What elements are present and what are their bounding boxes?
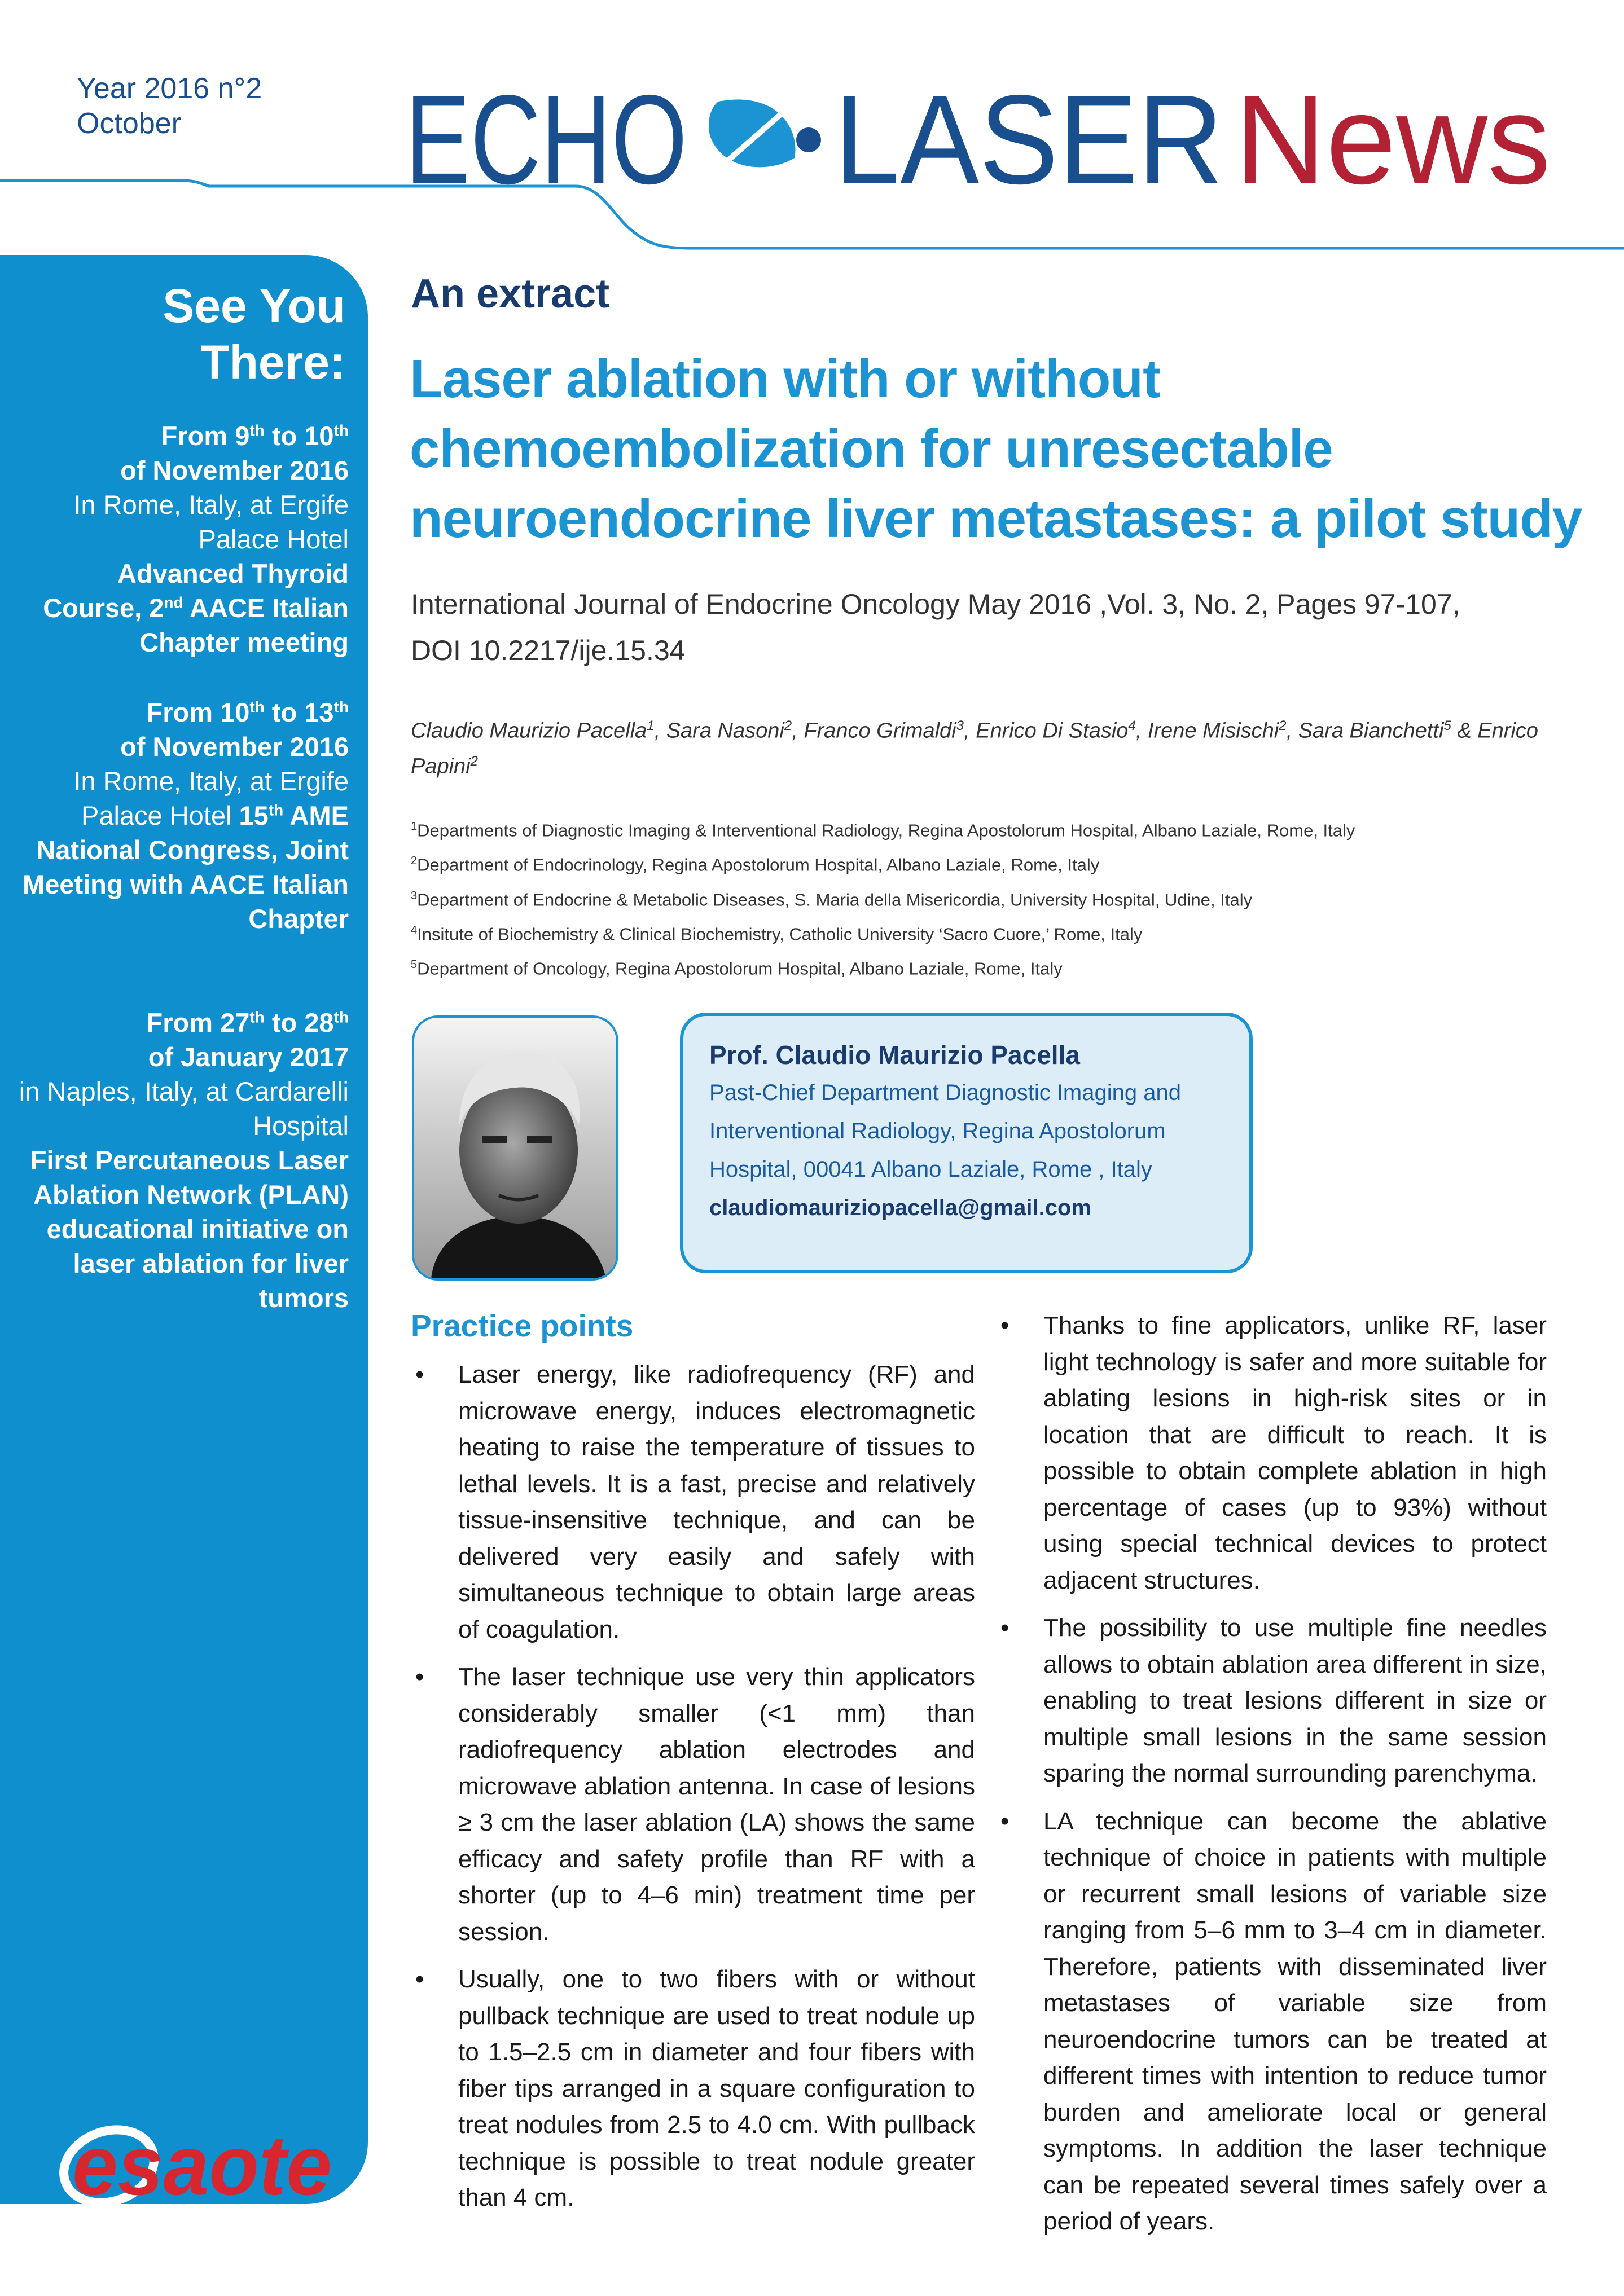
contact-name: Prof. Claudio Maurizio Pacella — [709, 1040, 1080, 1070]
logo-drop-icon — [709, 99, 821, 167]
author-name: Enrico Papini — [411, 719, 1538, 778]
contact-role-line: Interventional Radiology, Regina Apostolorum — [709, 1119, 1166, 1143]
affiliation: $^2$Department of Endocrinology, Regina Apostolorum Hospital, Albano Laziale, Rome, Italy — [411, 855, 1100, 875]
header-divider-curve — [0, 164, 1624, 265]
author-affiliation-ref: 5 — [1443, 718, 1451, 733]
author-name: Enrico Di Stasio — [976, 719, 1129, 743]
practice-point: • The laser technique use very thin applicators considerably smaller (<1 mm) than radiofrequency ablation electrodes and microwave ablation antenna. In case of lesions ≥ 3 cm the laser ablation (LA) shows the same efficacy and safety profile than RF with a shorter (up to 4–6 min) treatment time per session. — [411, 1659, 975, 1950]
affiliation: $^3$Department of Endocrine & Metabolic Diseases, S. Maria della Misericordia, University Hospital, Udine, Italy — [411, 889, 1253, 909]
citation-line: International Journal of Endocrine Oncology May 2016 ,Vol. 3, No. 2, Pages 97-107, — [411, 588, 1460, 620]
author-affiliation-ref: 3 — [956, 718, 964, 733]
practice-point: • The possibility to use multiple fine needles allows to obtain ablation area different in size, enabling to treat lesions different in size or multiple small lesions in the same session sparing the normal surrounding parenchyma. — [996, 1610, 1547, 1792]
event-location: in Naples, Italy, at Cardarelli Hospital — [19, 1076, 349, 1141]
practice-point: • LA technique can become the ablative technique of choice in patients with multiple or recurrent small lesions of variable size ranging from 5–6 mm to 3–4 cm in diameter. Therefore, patients with disseminated liver metastases of variable size from neuroendocrine tumors can be treated at different times with intention to reduce tumor burden and ameliorate local or general symptoms. In addition the laser technique can be repeated several times safely over a period of years. — [996, 1804, 1547, 2240]
esaote-logo — [50, 2100, 343, 2218]
event-name: Advanced Thyroid Course, 2nd AACE Italian Chapter meeting — [43, 558, 349, 657]
contact-role-line: Hospital, 00041 Albano Laziale, Rome , Italy — [709, 1157, 1152, 1182]
practice-points-left — [411, 1357, 975, 2228]
issue-month: October — [77, 107, 181, 140]
issue-info — [77, 71, 262, 141]
event-item: From 10th to 13th of November 2016 In Rome, Italy, at Ergife Palace Hotel 15th AME National Congress, Joint Meeting with AACE Italian Chapter — [23, 697, 349, 934]
article-title-line: chemoembolization for unresectable — [410, 419, 1333, 479]
practice-points-heading: Practice points — [411, 1308, 634, 1343]
author-affiliation-ref: 2 — [784, 718, 792, 733]
journal-citation — [411, 581, 1568, 674]
author-affiliation-ref: 4 — [1128, 718, 1136, 733]
article-title-line: neuroendocrine liver metastases: a pilot study — [410, 489, 1582, 549]
event-location: In Rome, Italy, at Ergife Palace Hotel — [73, 490, 349, 554]
affiliation: $^1$Departments of Diagnostic Imaging & Interventional Radiology, Regina Apostolorum Hospital, Albano Laziale, Rome, Italy — [411, 820, 1355, 841]
events-sidebar — [0, 255, 368, 2213]
author-affiliation-ref: 2 — [1279, 718, 1287, 733]
contact-role-line: Past-Chief Department Diagnostic Imaging and — [709, 1080, 1181, 1105]
author-name: Sara Bianchetti — [1298, 719, 1444, 743]
article-kicker: An extract — [411, 271, 610, 316]
logo-echo-text: ECHO — [405, 68, 687, 209]
article-title-line: Laser ablation with or without — [410, 349, 1161, 409]
sidebar-title-line1: See You — [163, 279, 345, 332]
author-list: Claudio Maurizio Pacella$^1$, Sara Nasoni$^2$, Franco Grimaldi$^3$, Enrico Di Stasio$^4$, Irene Misischi$^2$, Sara Bianchetti$^5$ & Enrico Papini$^2$ — [411, 718, 1538, 778]
practice-point: • Usually, one to two fibers with or without pullback technique are used to treat nodule up to 1.5–2.5 cm in diameter and four fibers with fiber tips arranged in a square configuration to treat nodules from 2.5 to 4.0 cm. With pullback technique is possible to treat nodule greater than 4 cm. — [411, 1961, 975, 2216]
author-photo — [412, 1015, 618, 1281]
event-month: of January 2017 — [148, 1042, 349, 1072]
contact-email-link[interactable]: claudiomauriziopacella@gmail.com — [709, 1195, 1091, 1220]
practice-point: • Thanks to fine applicators, unlike RF, laser light technology is safer and more suitable for ablating lesions in high-risk sites or in location that are difficult to reach. It is possible to obtain complete ablation in high percentage of cases (up to 93%) without using special technical devices to protect adjacent structures. — [996, 1308, 1547, 1599]
affiliation: $^4$Insitute of Biochemistry & Clinical Biochemistry, Catholic University ‘Sacro Cuore,’ Rome, Italy — [411, 923, 1143, 944]
event-month: of November 2016 — [120, 455, 349, 485]
practice-points-right — [996, 1308, 1547, 2251]
event-month: of November 2016 — [120, 732, 349, 762]
affiliation-list — [411, 811, 1568, 984]
event-location: In Rome, Italy, at Ergife Palace Hotel — [73, 766, 349, 830]
author-affiliation-ref: 1 — [647, 718, 655, 733]
logo-news-text: News — [1235, 68, 1551, 209]
author-affiliation-ref: 2 — [470, 753, 478, 769]
event-item: From 9th to 10th of November 2016 In Rome, Italy, at Ergife Palace Hotel Advanced Thyroid Course, 2nd AACE Italian Chapter meeting — [43, 421, 349, 657]
author-contact-box — [680, 1013, 1253, 1273]
affiliation: $^5$Department of Oncology, Regina Apostolorum Hospital, Albano Laziale, Rome, Italy — [411, 958, 1063, 979]
author-name: Franco Grimaldi — [804, 719, 956, 743]
author-name: Sara Nasoni — [666, 719, 784, 743]
issue-year-number: Year 2016 n°2 — [77, 72, 262, 105]
author-name: Claudio Maurizio Pacella — [411, 719, 647, 743]
event-name: First Percutaneous Laser Ablation Network (PLAN) educational initiative on laser ablation for liver tumors — [30, 1145, 349, 1313]
sidebar-title — [29, 278, 345, 390]
doi: DOI 10.2217/ije.15.34 — [411, 635, 686, 666]
event-item: From 27th to 28th of January 2017 in Naples, Italy, at Cardarelli Hospital First Percutaneous Laser Ablation Network (PLAN) educational initiative on laser ablation for liver tumors — [19, 1008, 349, 1313]
contact-role — [709, 1074, 1223, 1189]
article-title — [410, 344, 1595, 554]
event-name: 15th AME National Congress, Joint Meeting with AACE Italian Chapter — [23, 800, 349, 934]
sidebar-title-line2: There: — [200, 336, 345, 389]
author-name: Irene Misischi — [1147, 719, 1279, 743]
svg-text:esaote: esaote — [72, 2118, 332, 2213]
practice-point: • Laser energy, like radiofrequency (RF) and microwave energy, induces electromagnetic heating to raise the temperature of tissues to lethal levels. It is a fast, precise and relatively tissue-insensitive technique, and can be delivered very easily and safely with simultaneous technique to obtain large areas of coagulation. — [411, 1357, 975, 1648]
logo-laser-text: LASER — [834, 68, 1223, 209]
